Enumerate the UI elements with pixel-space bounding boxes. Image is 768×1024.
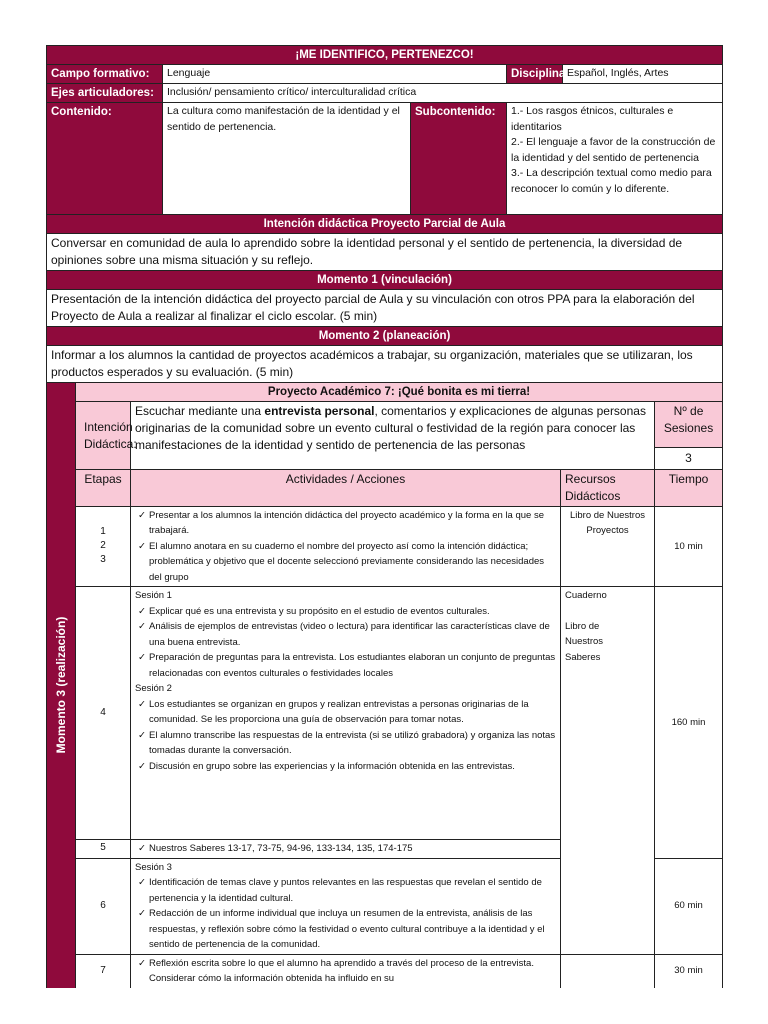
row7-recursos — [561, 954, 655, 988]
row7-tiempo: 30 min — [655, 954, 723, 988]
intencion-proyecto-heading: Intención didáctica Proyecto Parcial de Aula — [47, 215, 723, 234]
campo-label: Campo formativo: — [47, 65, 163, 84]
etapa-4: 4 — [76, 587, 131, 840]
etapa-7: 7 — [76, 954, 131, 988]
list-item: ✓ Preparación de preguntas para la entrevista. Los estudiantes elaboran un conjunto de preguntas relacionadas con eventos culturales o festividades locales — [138, 652, 556, 679]
check-icon: ✓ — [138, 908, 146, 920]
row1-activities — [131, 506, 561, 587]
row5-activities — [131, 840, 561, 859]
row4-recursos: Cuaderno Libro de Nuestros Saberes — [561, 587, 655, 955]
row4-tiempo: 160 min — [655, 587, 723, 859]
momento3-table — [46, 382, 723, 988]
row7-activities — [131, 954, 561, 988]
check-icon: ✓ — [138, 605, 146, 617]
planning-document — [46, 45, 722, 988]
contenido-value: La cultura como manifestación de la identidad y el sentido de pertenencia. — [163, 103, 411, 215]
intencion-proyecto-text: Conversar en comunidad de aula lo aprendido sobre la identidad personal y el sentido de pertenencia, la diversidad de opiniones sobre una misma situación y su reflejo. — [47, 234, 723, 271]
list-item: ✓ Explicar qué es una entrevista y su propósito en el estudio de eventos culturales. — [135, 604, 556, 620]
check-icon: ✓ — [138, 760, 146, 772]
list-item: ✓ Análisis de ejemplos de entrevistas (video o lectura) para identificar las características clave de una buena entrevista. — [138, 621, 550, 648]
subcontenido-list — [507, 103, 723, 215]
header-tiempo: Tiempo — [655, 470, 723, 507]
list-item: ✓ Los estudiantes se organizan en grupos y realizan entrevistas a personas originarias de la comunidad. Se les proporciona una guía de observación para tomar notas. — [138, 698, 529, 726]
subcontenido-item: 1.- Los rasgos étnicos, culturales e identitarios — [511, 105, 674, 133]
check-icon: ✓ — [138, 698, 146, 710]
sesion-3-label: Sesión 3 — [135, 861, 172, 873]
momento1-text: Presentación de la intención didáctica del proyecto parcial de Aula y su vinculación con otros PPA para la elaboración del Proyecto de Aula a realizar al finalizar el ciclo escolar. (5 min) — [47, 290, 723, 327]
list-item: ✓ El alumno anotara en su cuaderno el nombre del proyecto así como la intención didáctica; problemática y objetivo que el docente seleccionó previamente considerando las necesidades del grupo — [138, 540, 545, 583]
row1-tiempo: 10 min — [655, 506, 723, 587]
etapas-1-3: 1 2 3 — [76, 506, 131, 587]
list-item: ✓ Reflexión escrita sobre lo que el alumno ha aprendido a través del proceso de la entrevista. Considerar cómo la información obtenida ha influido en su — [138, 957, 534, 985]
momento2-text: Informar a los alumnos la cantidad de proyectos académicos a trabajar, su organización, materiales que se utilizaran, los productos esperados y su evaluación. (5 min) — [47, 346, 723, 383]
check-icon: ✓ — [138, 877, 146, 889]
row4-activities — [131, 587, 561, 840]
check-icon: ✓ — [138, 621, 146, 633]
momento3-side-label: Momento 3 (realización) — [47, 383, 76, 988]
list-item: ✓ Redacción de un informe individual que incluya un resumen de la entrevista, análisis de las respuestas, y reflexión sobre cómo la festividad o evento cultural contribuye a la identidad y el sentido de pertenencia de la comunidad. — [138, 908, 545, 951]
sesiones-value: 3 — [655, 448, 723, 470]
contenido-label: Contenido: — [47, 103, 163, 215]
campo-value: Lenguaje — [163, 65, 507, 84]
momento1-heading: Momento 1 (vinculación) — [47, 271, 723, 290]
sesion-1-label: Sesión 1 — [135, 590, 172, 602]
subcontenido-label: Subcontenido: — [411, 103, 507, 215]
intencion-didactica-label: Intención Didáctica: — [76, 402, 131, 470]
subcontenido-item: 2.- El lenguaje a favor de la construcción de la identidad y del sentido de pertenencia — [511, 136, 716, 164]
header-table — [46, 45, 723, 383]
sesiones-label: Nº de Sesiones — [655, 402, 723, 448]
intencion-didactica-text: Escuchar mediante una entrevista personal, comentarios y explicaciones de algunas personas originarias de la comunidad sobre un evento cultural o festividad de la región para conocer las manifestaciones de la identidad y sentido de pertenencia de las personas — [131, 402, 655, 470]
check-icon: ✓ — [138, 509, 146, 521]
disciplina-value: Español, Inglés, Artes — [563, 65, 723, 84]
etapa-6: 6 — [76, 858, 131, 954]
ejes-value: Inclusión/ pensamiento crítico/ interculturalidad crítica — [163, 84, 723, 103]
subcontenido-item: 3.- La descripción textual como medio para reconocer lo común y lo diferente. — [511, 167, 712, 195]
sesion-2-label: Sesión 2 — [135, 683, 172, 695]
row6-tiempo: 60 min — [655, 858, 723, 954]
header-actividades: Actividades / Acciones — [131, 470, 561, 507]
header-recursos: Recursos Didácticos — [561, 470, 655, 507]
list-item: ✓ El alumno transcribe las respuestas de la entrevista (si se utilizó grabadora) y organiza las notas tomadas durante la conversación. — [138, 729, 556, 757]
check-icon: ✓ — [138, 729, 146, 741]
list-item: ✓ Presentar a los alumnos la intención didáctica del proyecto académico y la forma en la que se trabajará. — [138, 509, 544, 537]
etapa-5: 5 — [76, 840, 131, 859]
momento2-heading: Momento 2 (planeación) — [47, 327, 723, 346]
row1-recursos: Libro de Nuestros Proyectos — [561, 506, 655, 587]
list-item: ✓ Identificación de temas clave y puntos relevantes en las respuestas que revelan el sentido de pertenencia y la identidad cultural. — [138, 877, 542, 904]
document-title: ¡ME IDENTIFICO, PERTENEZCO! — [47, 46, 723, 65]
project-title: Proyecto Académico 7: ¡Qué bonita es mi tierra! — [76, 383, 723, 402]
ejes-label: Ejes articuladores: — [47, 84, 163, 103]
list-item: ✓ Discusión en grupo sobre las experiencias y la información obtenida en las entrevistas. — [135, 759, 556, 775]
check-icon: ✓ — [138, 540, 146, 552]
check-icon: ✓ — [138, 652, 146, 664]
list-item: ✓ Nuestros Saberes 13-17, 73-75, 94-96, 133-134, 135, 174-175 — [135, 841, 556, 857]
row6-activities — [131, 858, 561, 954]
header-etapas: Etapas — [76, 470, 131, 507]
check-icon: ✓ — [138, 843, 146, 855]
check-icon: ✓ — [138, 957, 146, 969]
disciplina-label: Disciplina: — [507, 65, 563, 84]
